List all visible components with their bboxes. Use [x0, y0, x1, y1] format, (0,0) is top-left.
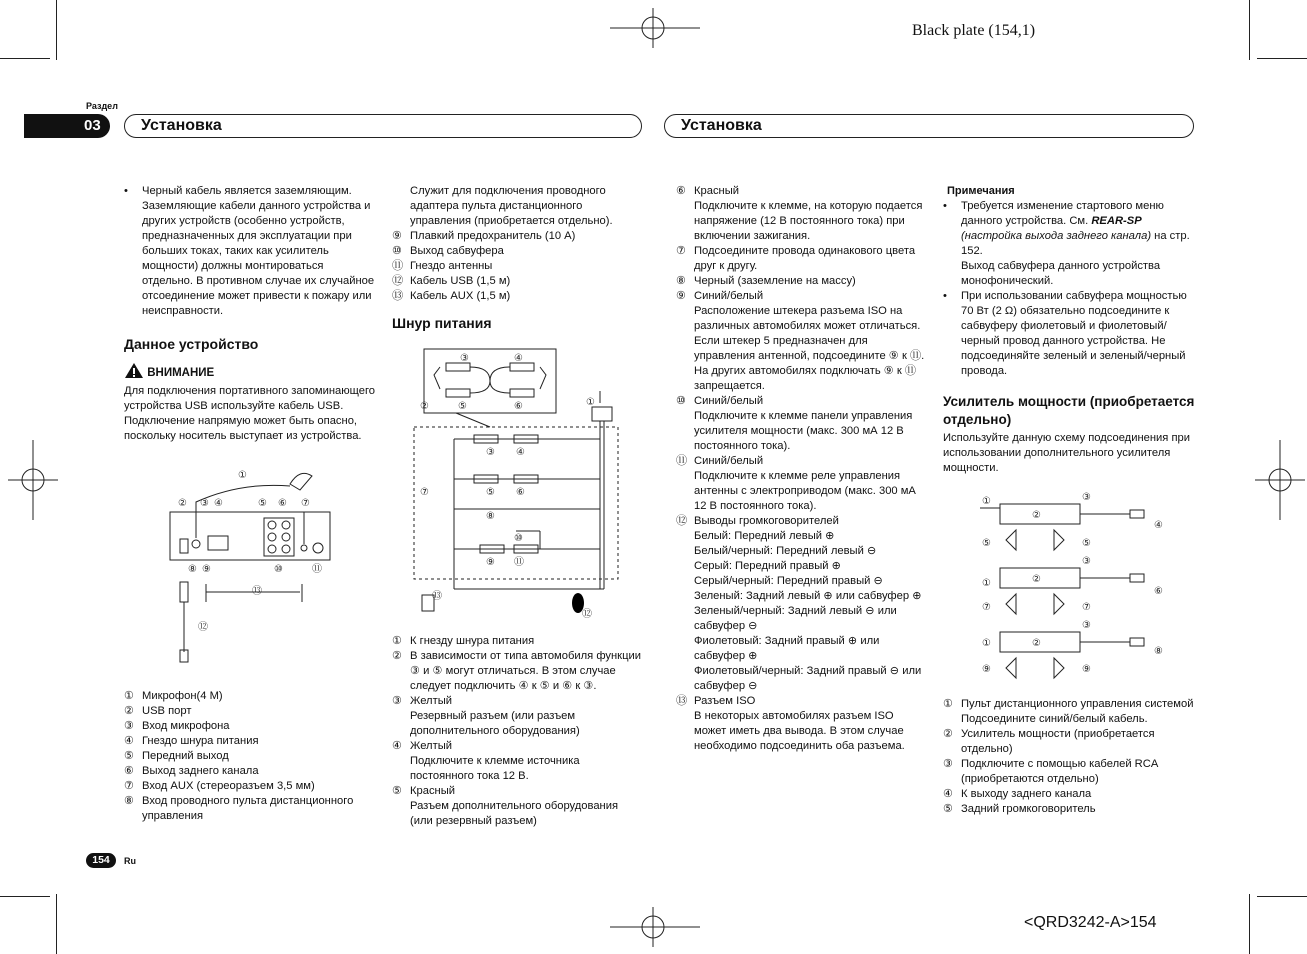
- legend-item: ⑬ Кабель AUX (1,5 м): [392, 290, 511, 302]
- crop-mark: [56, 894, 57, 954]
- crop-mark: [1249, 0, 1250, 60]
- page-number: 154: [92, 854, 110, 866]
- crop-mark: [1257, 896, 1307, 897]
- legend-item: ⑪ Гнездо антенны: [392, 260, 493, 272]
- crop-mark: [0, 58, 50, 59]
- diagram-labels: [178, 470, 322, 633]
- registration-mark-right: [1255, 440, 1305, 520]
- col1: [124, 184, 376, 444]
- crop-mark: [0, 896, 50, 897]
- legend-item: ⑤ Задний громкоговоритель: [943, 803, 1096, 815]
- svg-text:⑤: ⑤: [258, 498, 267, 509]
- continued-text: Служит для подключения проводного адаптера пульта дистанционного управления (приобретается отдельно).: [410, 185, 613, 227]
- section-label: Раздел: [86, 101, 118, 111]
- svg-text:③: ③: [1082, 620, 1091, 631]
- legend-item: ② В зависимости от типа автомобиля функции ③ и ⑤ могут отличаться. В этом случае следует подключить ④ к ⑤ и ⑥ к ③.: [392, 650, 641, 692]
- legend-item: ⑧ Черный (заземление на массу): [676, 275, 856, 287]
- legend-item: ③ Подключите с помощью кабелей RCA (приобретаются отдельно): [943, 758, 1158, 785]
- unit-rear-diagram: [160, 462, 360, 672]
- col1-legend: [124, 689, 376, 824]
- svg-text:⑥: ⑥: [516, 487, 525, 498]
- legend-item: ③ Вход микрофона: [124, 720, 230, 732]
- header-title-left: Установка: [141, 117, 222, 134]
- legend-item: ⑥ Выход заднего канала: [124, 765, 259, 777]
- svg-text:⑤: ⑤: [982, 538, 991, 549]
- warning-title: ВНИМАНИЕ: [147, 367, 215, 379]
- svg-text:④: ④: [1154, 520, 1163, 531]
- svg-text:④: ④: [214, 498, 223, 509]
- svg-text:⑫: ⑫: [582, 609, 592, 620]
- legend-item: ④ К выходу заднего канала: [943, 788, 1092, 800]
- legend-item: ① Микрофон(4 М): [124, 690, 223, 702]
- svg-text:⑬: ⑬: [252, 586, 262, 597]
- legend-item: ④ Желтый Подключите к клемме источника постоянного тока 12 В.: [392, 740, 580, 782]
- svg-text:②: ②: [420, 401, 429, 412]
- svg-text:②: ②: [1032, 638, 1041, 649]
- section-number-badge: [24, 114, 110, 138]
- svg-text:⑦: ⑦: [420, 487, 429, 498]
- svg-text:③: ③: [200, 498, 209, 509]
- svg-text:⑦: ⑦: [1082, 602, 1091, 613]
- legend-item: ⑧ Вход проводного пульта дистанционного управления: [124, 795, 354, 822]
- header-bar-right: [664, 114, 1194, 138]
- svg-text:④: ④: [516, 447, 525, 458]
- svg-text:①: ①: [982, 578, 991, 589]
- section-heading: Данное устройство: [124, 336, 259, 352]
- crop-mark: [1249, 894, 1250, 954]
- legend-item: ⑤ Красный Разъем дополнительного оборудования (или резервный разъем): [392, 785, 619, 827]
- svg-text:②: ②: [1032, 510, 1041, 521]
- svg-text:⑨: ⑨: [982, 664, 991, 675]
- legend-item: ⑥ Красный Подключите к клемме, на которую подается напряжение (12 В постоянного тока) при включении зажигания.: [676, 185, 923, 242]
- col3: [676, 184, 926, 754]
- legend-item: ⑩ Выход сабвуфера: [392, 245, 504, 257]
- document-code: <QRD3242-A>154: [1024, 914, 1157, 931]
- svg-text:⑤: ⑤: [1082, 538, 1091, 549]
- warning-icon: [124, 362, 144, 384]
- svg-text:①: ①: [238, 470, 247, 481]
- svg-text:③: ③: [460, 353, 469, 364]
- legend-item: ⑫ Кабель USB (1,5 м): [392, 275, 511, 287]
- registration-mark-top: [610, 8, 700, 48]
- header-title-right: Установка: [681, 117, 762, 134]
- svg-text:⑨: ⑨: [486, 557, 495, 568]
- legend-item: ③ Желтый Резервный разъем (или разъем дополнительного оборудования): [392, 695, 580, 737]
- legend-item: ④ Гнездо шнура питания: [124, 735, 259, 747]
- legend-item: ⑨ Плавкий предохранитель (10 А): [392, 230, 576, 242]
- svg-text:①: ①: [982, 496, 991, 507]
- unit-chassis: [170, 512, 330, 560]
- svg-text:⑤: ⑤: [458, 401, 467, 412]
- svg-text:③: ③: [486, 447, 495, 458]
- svg-text:⑩: ⑩: [514, 533, 523, 544]
- col4: [943, 184, 1195, 476]
- crop-mark: [56, 0, 57, 60]
- svg-text:⑥: ⑥: [514, 401, 523, 412]
- legend-item: ⑤ Передний выход: [124, 750, 229, 762]
- section-heading: Усилитель мощности (приобретается отдельно): [943, 394, 1195, 427]
- col2-legend: [392, 634, 642, 829]
- legend-item: ⑬ Разъем ISO В некоторых автомобилях разъем ISO может иметь два вывода. В этом случае необходимо подсоединить оба разъема.: [676, 695, 905, 752]
- svg-text:⑫: ⑫: [198, 622, 208, 633]
- svg-text:③: ③: [1082, 492, 1091, 503]
- language-code: Ru: [124, 856, 136, 866]
- legend-item: ⑩ Синий/белый Подключите к клемме панели управления усилителя мощности (макс. 300 мА 12 В постоянного тока).: [676, 395, 913, 452]
- svg-text:⑦: ⑦: [982, 602, 991, 613]
- section-heading: Шнур питания: [392, 315, 492, 331]
- power-cord-diagram: [410, 345, 625, 625]
- legend-item: ⑦ Вход AUX (стереоразъем 3,5 мм): [124, 780, 315, 792]
- svg-text:⑧: ⑧: [486, 511, 495, 522]
- svg-text:⑦: ⑦: [301, 498, 310, 509]
- page-number-badge: [86, 853, 116, 868]
- svg-text:⑨: ⑨: [202, 564, 211, 575]
- legend-item: ① К гнезду шнура питания: [392, 635, 535, 647]
- registration-mark-bottom: [610, 907, 700, 947]
- notes-title: Примечания: [947, 185, 1015, 197]
- svg-text:⑤: ⑤: [486, 487, 495, 498]
- section-number: 03: [84, 117, 101, 134]
- svg-text:⑧: ⑧: [188, 564, 197, 575]
- svg-text:⑨: ⑨: [1082, 664, 1091, 675]
- svg-text:⑩: ⑩: [274, 564, 283, 575]
- legend-item: ⑨ Синий/белый Расположение штекера разъема ISO на различных автомобилях может отличаться. Если штекер 5 предназначен для управления антенной, подсоедините ⑨ к ⑪. На других автомобилях подключать ⑨ к ⑪ запрещается.: [676, 290, 925, 392]
- intro-text: Используйте данную схему подсоединения при использовании дополнительного усилителя мощности.: [943, 432, 1190, 474]
- svg-text:⑪: ⑪: [312, 564, 322, 575]
- registration-mark-left: [8, 440, 58, 520]
- legend-item: ② USB порт: [124, 705, 192, 717]
- legend-item: ⑪ Синий/белый Подключите к клемме реле управления антенны с электроприводом (макс. 300 мА 12 В постоянного тока).: [676, 455, 916, 512]
- legend-item: ⑦ Подсоедините провода одинакового цвета друг к другу.: [676, 245, 916, 272]
- note-item: • При использовании сабвуфера мощностью 70 Вт (2 Ω) обязательно подсоедините к сабвуферу фиолетовый и фиолетовый/черный провод данного устройства. Не подсоединяйте зеленый и зеленый/черный провода.: [943, 290, 1187, 377]
- legend-item: ② Усилитель мощности (приобретается отдельно): [943, 728, 1155, 755]
- svg-text:②: ②: [178, 498, 187, 509]
- col4-legend: [943, 697, 1195, 817]
- svg-text:⑥: ⑥: [278, 498, 287, 509]
- legend-item: ⑫ Выводы громкоговорителей Белый: Передний левый ⊕ Белый/черный: Передний левый ⊖ Серый: Передний правый ⊕ Серый/черный: Передний правый ⊖ Зеленый: Задний левый ⊕ или сабвуфер ⊕ Зеленый/черный: Задний левый ⊖ или сабвуфер ⊖ Фиолетовый: Задний правый ⊕ или сабвуфер ⊕ Фиолетовый/черный: Задний правый ⊖ или сабвуфер ⊖: [676, 515, 922, 692]
- legend-item: ① Пульт дистанционного управления системой Подсоедините синий/белый кабель.: [943, 698, 1194, 725]
- svg-text:①: ①: [982, 638, 991, 649]
- microphone: [290, 473, 312, 490]
- crop-mark: [1257, 58, 1307, 59]
- note-item: • Требуется изменение стартового меню данного устройства. См. REAR-SP (настройка выхода заднего канала) на стр. 152. Выход сабвуфера данного устройства монофонический.: [943, 200, 1190, 287]
- warning-text: Для подключения портативного запоминающего устройства USB используйте кабель USB. Подключение напрямую может быть опасно, поскольку носитель выступает из устройства.: [124, 385, 376, 442]
- svg-text:⑬: ⑬: [432, 591, 442, 602]
- header-bar-left: [124, 114, 642, 138]
- svg-text:⑪: ⑪: [514, 557, 524, 568]
- plate-label: Black plate (154,1): [912, 22, 1036, 39]
- svg-text:①: ①: [586, 397, 595, 408]
- svg-text:③: ③: [1082, 556, 1091, 567]
- amplifier-diagram: [980, 490, 1175, 690]
- warning-block: [124, 362, 376, 444]
- svg-text:④: ④: [514, 353, 523, 364]
- svg-text:②: ②: [1032, 574, 1041, 585]
- svg-text:⑧: ⑧: [1154, 646, 1163, 657]
- bullet-item: • Черный кабель является заземляющим. Заземляющие кабели данного устройства и других устройств (особенно устройств, предназначенных для эксплуатации при больших токах, таких как усилитель мощности) должны монтироваться отдельно. В противном случае их случайное отсоединение может привести к пожару или неисправности.: [124, 185, 375, 317]
- col2-top: [392, 184, 642, 331]
- svg-text:⑥: ⑥: [1154, 586, 1163, 597]
